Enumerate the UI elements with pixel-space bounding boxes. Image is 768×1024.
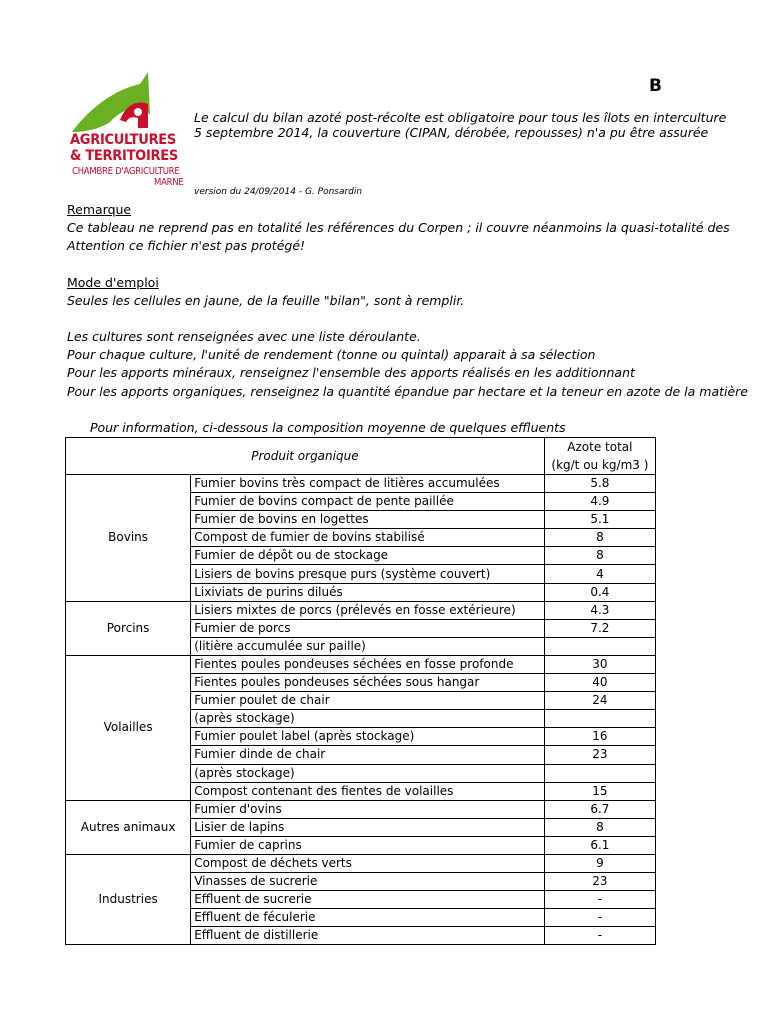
mode-emploi-line-2: Les cultures sont renseignées avec une liste déroulante. bbox=[67, 329, 421, 344]
nitrogen-value-cell: 8 bbox=[544, 818, 655, 836]
nitrogen-value-cell: 6.1 bbox=[544, 836, 655, 854]
nitrogen-value-cell: 23 bbox=[544, 873, 655, 891]
product-cell: Fumier poulet label (après stockage) bbox=[191, 728, 545, 746]
product-cell: Compost de fumier de bovins stabilisé bbox=[191, 529, 545, 547]
intro-line-2: 5 septembre 2014, la couverture (CIPAN, dérobée, repousses) n'a pu être assurée bbox=[194, 125, 709, 140]
product-cell: Lixiviats de purins dilués bbox=[191, 583, 545, 601]
nitrogen-value-cell: 8 bbox=[544, 547, 655, 565]
nitrogen-value-cell: 0.4 bbox=[544, 583, 655, 601]
nitrogen-value-cell: 4.9 bbox=[544, 493, 655, 511]
logo-line-4: MARNE bbox=[154, 177, 184, 188]
nitrogen-value-cell: 24 bbox=[544, 692, 655, 710]
mode-emploi-heading: Mode d'emploi bbox=[67, 275, 159, 290]
header-nitrogen-line-2: (kg/t ou kg/m3 ) bbox=[551, 458, 649, 472]
logo-line-1: AGRICULTURES bbox=[70, 132, 177, 148]
group-label: Volailles bbox=[66, 655, 191, 800]
product-cell: Fumier poulet de chair bbox=[191, 692, 545, 710]
product-cell: (après stockage) bbox=[191, 710, 545, 728]
nitrogen-value-cell: 4.3 bbox=[544, 601, 655, 619]
header-nitrogen-line-1: Azote total bbox=[567, 440, 633, 454]
group-label: Porcins bbox=[66, 601, 191, 655]
table-header-row bbox=[66, 438, 656, 475]
logo-leaf-icon bbox=[68, 70, 190, 140]
product-cell: Fumier de dépôt ou de stockage bbox=[191, 547, 545, 565]
nitrogen-value-cell: 9 bbox=[544, 854, 655, 872]
product-cell: Fumier dinde de chair bbox=[191, 746, 545, 764]
nitrogen-value-cell: 15 bbox=[544, 782, 655, 800]
product-cell: Effluent de féculerie bbox=[191, 909, 545, 927]
nitrogen-value-cell: 30 bbox=[544, 655, 655, 673]
table-body bbox=[66, 475, 656, 945]
table-row bbox=[66, 655, 656, 673]
nitrogen-value-cell bbox=[544, 637, 655, 655]
nitrogen-value-cell: 6.7 bbox=[544, 800, 655, 818]
nitrogen-value-cell: - bbox=[544, 891, 655, 909]
group-label: Autres animaux bbox=[66, 800, 191, 854]
product-cell: Fumier d'ovins bbox=[191, 800, 545, 818]
logo-line-3: CHAMBRE D'AGRICULTURE bbox=[72, 166, 180, 177]
product-cell: Fientes poules pondeuses séchées sous hangar bbox=[191, 674, 545, 692]
nitrogen-value-cell bbox=[544, 764, 655, 782]
chambre-agriculture-logo bbox=[68, 70, 190, 190]
version-note: version du 24/09/2014 - G. Ponsardin bbox=[194, 187, 363, 197]
nitrogen-value-cell: - bbox=[544, 927, 655, 945]
product-cell: Vinasses de sucrerie bbox=[191, 873, 545, 891]
nitrogen-value-cell bbox=[544, 710, 655, 728]
mode-emploi-line-5: Pour les apports organiques, renseignez la quantité épandue par hectare et la teneur en azote de la matière bbox=[67, 384, 748, 399]
nitrogen-value-cell: 23 bbox=[544, 746, 655, 764]
group-label: Bovins bbox=[66, 475, 191, 602]
product-cell: Fientes poules pondeuses séchées en fosse profonde bbox=[191, 655, 545, 673]
intro-line-1: Le calcul du bilan azoté post-récolte est obligatoire pour tous les îlots en interculture bbox=[194, 110, 727, 125]
nitrogen-value-cell: 5.8 bbox=[544, 475, 655, 493]
remarque-line-2: Attention ce fichier n'est pas protégé! bbox=[67, 238, 306, 253]
table-row bbox=[66, 475, 656, 493]
nitrogen-value-cell: 8 bbox=[544, 529, 655, 547]
table-row bbox=[66, 854, 656, 872]
group-label: Industries bbox=[66, 854, 191, 944]
product-cell: Lisiers de bovins presque purs (système couvert) bbox=[191, 565, 545, 583]
product-cell: Lisier de lapins bbox=[191, 818, 545, 836]
nitrogen-value-cell: 5.1 bbox=[544, 511, 655, 529]
header-product: Produit organique bbox=[66, 438, 545, 475]
remarque-line-1: Ce tableau ne reprend pas en totalité les références du Corpen ; il couvre néanmoins la quasi-totalité des bbox=[67, 220, 730, 235]
table-row bbox=[66, 800, 656, 818]
table-row bbox=[66, 601, 656, 619]
product-cell: Fumier de caprins bbox=[191, 836, 545, 854]
nitrogen-value-cell: 7.2 bbox=[544, 619, 655, 637]
nitrogen-value-cell: 40 bbox=[544, 674, 655, 692]
effluents-composition-table bbox=[65, 437, 656, 945]
mode-emploi-line-1: Seules les cellules en jaune, de la feuille "bilan", sont à remplir. bbox=[67, 293, 465, 308]
product-cell: Compost contenant des fientes de volailles bbox=[191, 782, 545, 800]
product-cell: Effluent de distillerie bbox=[191, 927, 545, 945]
product-cell: Effluent de sucrerie bbox=[191, 891, 545, 909]
product-cell: Fumier bovins très compact de litières accumulées bbox=[191, 475, 545, 493]
nitrogen-value-cell: 4 bbox=[544, 565, 655, 583]
product-cell: Compost de déchets verts bbox=[191, 854, 545, 872]
product-cell: (après stockage) bbox=[191, 764, 545, 782]
mode-emploi-line-3: Pour chaque culture, l'unité de rendement (tonne ou quintal) apparait à sa sélection bbox=[67, 347, 596, 362]
header-nitrogen bbox=[544, 438, 655, 475]
mode-emploi-line-4: Pour les apports minéraux, renseignez l'ensemble des apports réalisés en les additionnant bbox=[67, 365, 635, 380]
page-title: B bbox=[649, 76, 662, 96]
remarque-heading: Remarque bbox=[67, 202, 132, 217]
product-cell: Lisiers mixtes de porcs (prélevés en fosse extérieure) bbox=[191, 601, 545, 619]
nitrogen-value-cell: - bbox=[544, 909, 655, 927]
logo-line-2: & TERRITOIRES bbox=[70, 148, 178, 164]
nitrogen-value-cell: 16 bbox=[544, 728, 655, 746]
product-cell: (litière accumulée sur paille) bbox=[191, 637, 545, 655]
product-cell: Fumier de bovins compact de pente paillée bbox=[191, 493, 545, 511]
product-cell: Fumier de bovins en logettes bbox=[191, 511, 545, 529]
product-cell: Fumier de porcs bbox=[191, 619, 545, 637]
table-caption: Pour information, ci-dessous la composition moyenne de quelques effluents bbox=[90, 420, 566, 435]
